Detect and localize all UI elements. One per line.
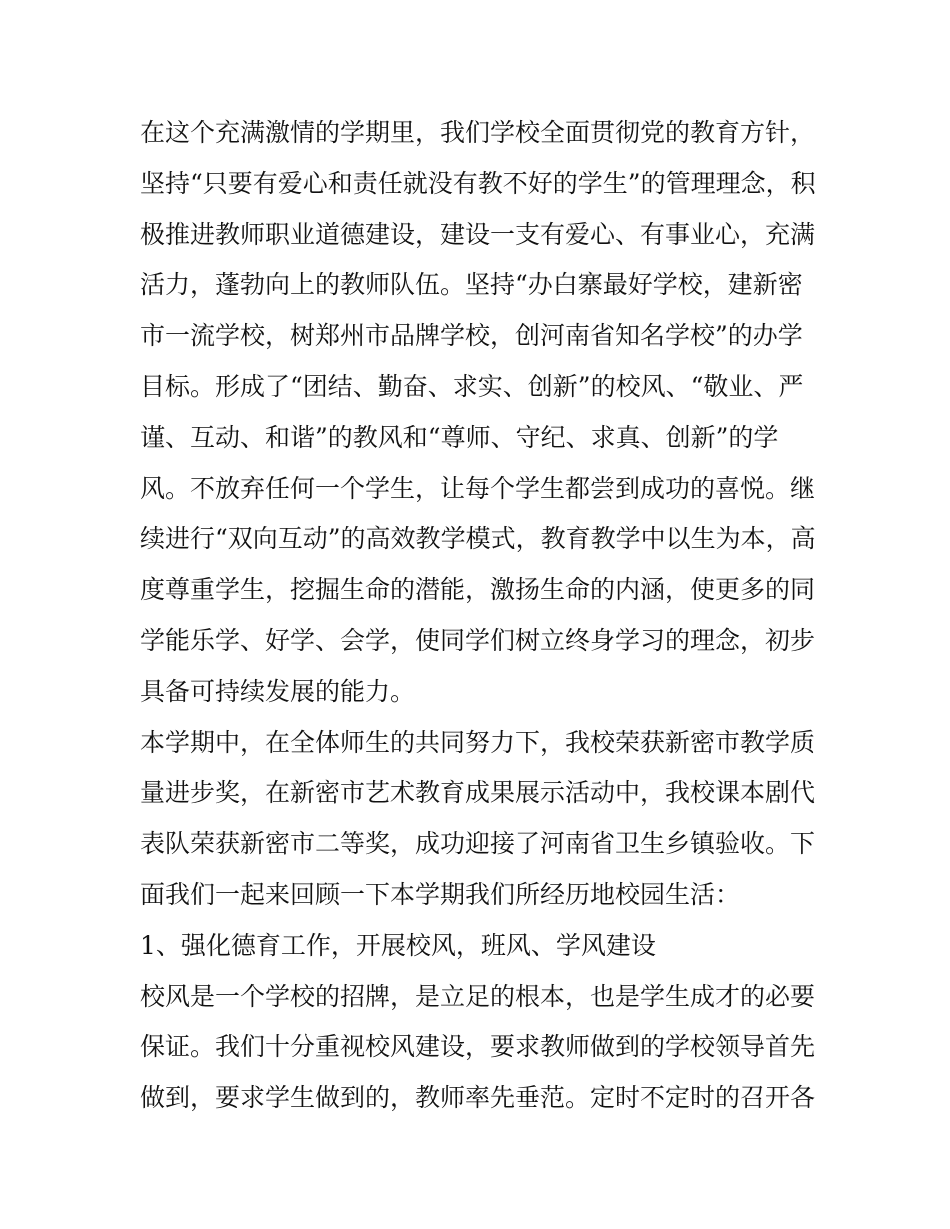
text-line: 谨、互动、和谐”的教风和“尊师、守纪、求真、创新”的学 <box>140 422 779 452</box>
text-line: 极推进教师职业道德建设，建设一支有爱心、有事业心，充满 <box>140 219 816 249</box>
section-heading: 1、强化德育工作，开展校风，班风、学风建设 <box>140 930 656 960</box>
text-line: 风。不放弃任何一个学生，让每个学生都尝到成功的喜悦。继 <box>140 473 816 503</box>
text-line: 在这个充满激情的学期里，我们学校全面贯彻党的教育方针， <box>140 118 816 147</box>
text-line: 度尊重学生，挖掘生命的潜能，激扬生命的内涵，使更多的同 <box>140 575 816 605</box>
text-line: 做到，要求学生做到的，教师率先垂范。定时不定时的召开各 <box>140 1083 816 1113</box>
text-line: 坚持“只要有爱心和责任就没有教不好的学生”的管理理念，积 <box>140 168 816 198</box>
text-line: 活力，蓬勃向上的教师队伍。坚持“办白寨最好学校，建新密 <box>140 270 803 300</box>
text-line: 本学期中，在全体师生的共同努力下，我校荣获新密市教学质 <box>140 727 816 757</box>
text-line: 目标。形成了“团结、勤奋、求实、创新”的校风、“敬业、严 <box>140 371 804 401</box>
text-line: 校风是一个学校的招牌，是立足的根本，也是学生成才的必要 <box>140 981 816 1011</box>
text-line: 市一流学校，树郑州市品牌学校，创河南省知名学校”的办学 <box>140 321 803 351</box>
document-body <box>140 108 820 1124</box>
text-line: 面我们一起来回顾一下本学期我们所经历地校园生活： <box>140 879 741 909</box>
text-line: 表队荣获新密市二等奖，成功迎接了河南省卫生乡镇验收。下 <box>140 829 816 859</box>
text-line: 学能乐学、好学、会学，使同学们树立终身学习的理念，初步 <box>140 625 816 655</box>
text-line: 量进步奖，在新密市艺术教育成果展示活动中，我校课本剧代 <box>140 778 816 808</box>
text-line: 具备可持续发展的能力。 <box>140 676 416 706</box>
text-line: 续进行“双向互动”的高效教学模式，教育教学中以生为本，高 <box>140 524 816 554</box>
text-line: 保证。我们十分重视校风建设，要求教师做到的学校领导首先 <box>140 1032 816 1062</box>
